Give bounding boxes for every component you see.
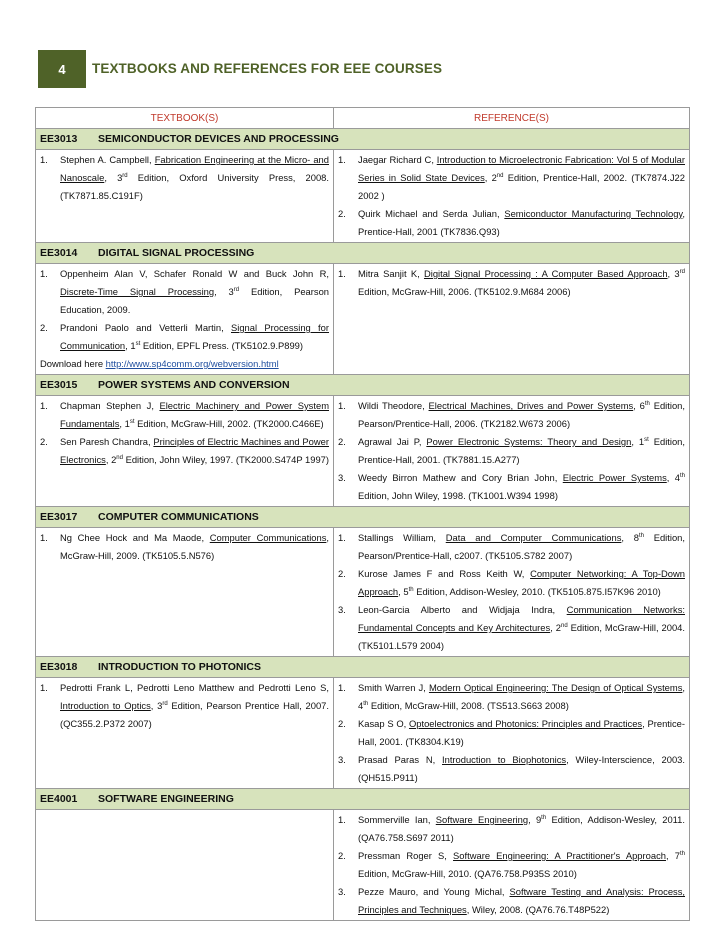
references-cell <box>334 264 690 375</box>
references-cell <box>334 396 690 507</box>
col-header-textbooks: TEXTBOOK(S) <box>36 108 334 129</box>
textbook-item: 1. Stephen A. Campbell, Fabrication Engineering at the Micro- and Nanoscale, 3rd Edition, Oxford University Press, 2008. (TK7871.85.C191F) <box>40 154 329 201</box>
course-name: SOFTWARE ENGINEERING <box>98 793 234 805</box>
course-code: EE3013 <box>40 133 78 145</box>
course-row-ee3015 <box>36 375 690 396</box>
content-row-ee3015 <box>36 396 690 507</box>
reference-item: 3. Leon-Garcia Alberto and Widjaja Indra, Communication Networks: Fundamental Concepts and Key Architectures, 2nd Edition, McGraw-Hill, 2004. (TK5101.L579 2004) <box>338 604 685 651</box>
textbooks-table <box>35 107 690 921</box>
course-code: EE4001 <box>40 793 78 805</box>
content-row-ee3014 <box>36 264 690 375</box>
reference-item: 2. Kurose James F and Ross Keith W, Computer Networking: A Top-Down Approach, 5th Edition, Addison-Wesley, 2010. (TK5105.875.I57K96 2010) <box>338 568 685 597</box>
reference-item: 1. Smith Warren J, Modern Optical Engineering: The Design of Optical Systems, 4th Edition, McGraw-Hill, 2008. (TS513.S663 2008) <box>338 682 685 711</box>
references-cell <box>334 810 690 921</box>
reference-item: 3. Weedy Birron Mathew and Cory Brian John, Electric Power Systems, 4th Edition, John Wiley, 1998. (TK1001.W394 1998) <box>338 472 685 501</box>
reference-item: 1. Stallings William, Data and Computer Communications, 8th Edition, Pearson/Prentice-Hall, c2007. (TK5105.S782 2007) <box>338 532 685 561</box>
textbooks-cell <box>36 396 334 507</box>
content-row-ee3013 <box>36 150 690 243</box>
references-cell <box>334 528 690 657</box>
course-code: EE3015 <box>40 379 78 391</box>
col-header-references: REFERENCE(S) <box>334 108 690 129</box>
textbook-item: 2. Sen Paresh Chandra, Principles of Electric Machines and Power Electronics, 2nd Edition, John Wiley, 1997. (TK2000.S474P 1997) <box>40 436 330 465</box>
textbooks-cell <box>36 528 334 657</box>
course-name: SEMICONDUCTOR DEVICES AND PROCESSING <box>98 133 339 145</box>
textbooks-cell <box>36 264 334 375</box>
reference-item: 1. Mitra Sanjit K, Digital Signal Processing : A Computer Based Approach, 3rd Edition, McGraw-Hill, 2006. (TK5102.9.M684 2006) <box>338 268 685 297</box>
course-row-ee3013 <box>36 129 690 150</box>
content-row-ee3017 <box>36 528 690 657</box>
textbook-item: 1. Ng Chee Hock and Ma Maode, Computer Communications, McGraw-Hill, 2009. (TK5105.5.N576) <box>40 532 329 561</box>
course-name: POWER SYSTEMS AND CONVERSION <box>98 379 290 391</box>
page-title: TEXTBOOKS AND REFERENCES FOR EEE COURSES <box>92 61 443 76</box>
course-name: DIGITAL SIGNAL PROCESSING <box>98 247 255 259</box>
textbooks-cell <box>36 678 334 789</box>
course-row-ee3017 <box>36 507 690 528</box>
reference-item: 2. Quirk Michael and Serda Julian, Semiconductor Manufacturing Technology, Prentice-Hall, 2001 (TK7836.Q93) <box>338 208 686 237</box>
download-link[interactable]: http://www.sp4comm.org/webversion.html <box>105 358 279 369</box>
textbooks-cell <box>36 150 334 243</box>
reference-item: 2. Kasap S O, Optoelectronics and Photonics: Principles and Practices, Prentice-Hall, 2001. (TK8304.K19) <box>338 718 685 747</box>
reference-item: 2. Agrawal Jai P, Power Electronic Systems: Theory and Design, 1st Edition, Prentice-Hall, 2001. (TK7881.15.A277) <box>338 436 685 465</box>
reference-item: 1. Jaegar Richard C, Introduction to Microelectronic Fabrication: Vol 5 of Modular Series in Solid State Devices, 2nd Edition, Prentice-Hall, 2002. (TK7874.J22 2002 ) <box>338 154 685 201</box>
chapter-header <box>38 50 688 88</box>
chapter-number: 4 <box>38 50 86 88</box>
reference-item: 1. Wildi Theodore, Electrical Machines, Drives and Power Systems, 6th Edition, Pearson/Prentice-Hall, 2006. (TK2182.W673 2006) <box>338 400 685 429</box>
reference-item: 2. Pressman Roger S, Software Engineering: A Practitioner's Approach, 7th Edition, McGraw-Hill, 2010. (QA76.758.P935S 2010) <box>338 850 685 879</box>
content-row-ee4001 <box>36 810 690 921</box>
course-row-ee3014 <box>36 243 690 264</box>
textbook-item: 1. Pedrotti Frank L, Pedrotti Leno Matthew and Pedrotti Leno S, Introduction to Optics, 3rd Edition, Pearson Prentice Hall, 2007. (QC355.2.P372 2007) <box>40 682 329 729</box>
course-row-ee4001 <box>36 789 690 810</box>
content-row-ee3018 <box>36 678 690 789</box>
reference-item: 3. Prasad Paras N, Introduction to Biophotonics, Wiley-Interscience, 2003. (QH515.P911) <box>338 754 685 783</box>
download-note: Download here http://www.sp4comm.org/webversion.html <box>40 358 279 369</box>
reference-item: 1. Sommerville Ian, Software Engineering, 9th Edition, Addison-Wesley, 2011. (QA76.758.S697 2011) <box>338 814 685 843</box>
table-header-row <box>36 108 690 129</box>
course-code: EE3017 <box>40 511 78 523</box>
course-name: COMPUTER COMMUNICATIONS <box>98 511 259 523</box>
textbook-item: 2. Prandoni Paolo and Vetterli Martin, Signal Processing for Communication, 1st Edition, EPFL Press. (TK5102.9.P899) <box>40 322 329 351</box>
references-cell <box>334 150 690 243</box>
references-cell <box>334 678 690 789</box>
course-code: EE3014 <box>40 247 78 259</box>
textbooks-cell <box>36 810 334 921</box>
textbook-item: 1. Chapman Stephen J, Electric Machinery and Power System Fundamentals, 1st Edition, McGraw-Hill, 2002. (TK2000.C466E) <box>40 400 330 429</box>
course-code: EE3018 <box>40 661 78 673</box>
textbook-item: 1. Oppenheim Alan V, Schafer Ronald W and Buck John R, Discrete-Time Signal Processing, 3rd Edition, Pearson Education, 2009. <box>40 268 329 315</box>
course-row-ee3018 <box>36 657 690 678</box>
reference-item: 3. Pezze Mauro, and Young Michal, Software Testing and Analysis: Process, Principles and Techniques, Wiley, 2008. (QA76.76.T48P522) <box>338 886 686 915</box>
course-name: INTRODUCTION TO PHOTONICS <box>98 661 261 673</box>
